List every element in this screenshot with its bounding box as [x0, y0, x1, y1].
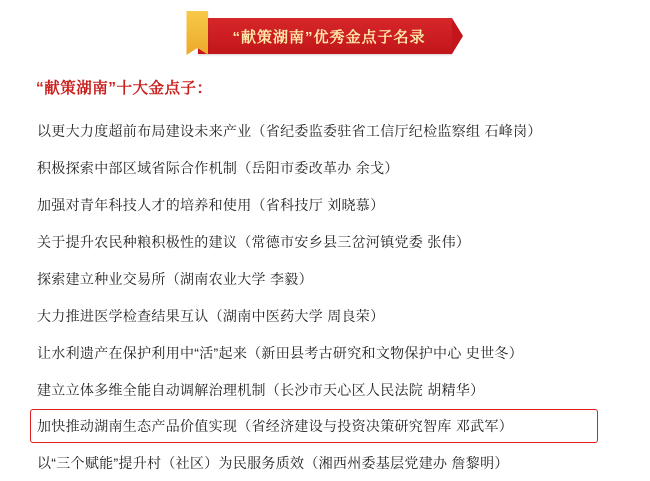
idea-list — [36, 112, 626, 481]
section-heading: “献策湖南”十大金点子： — [36, 80, 213, 97]
title-banner — [198, 18, 451, 54]
list-item: 加强对青年科技人才的培养和使用（省科技厅 刘晓慕） — [37, 196, 385, 213]
ribbon-bookmark-icon — [186, 11, 208, 55]
list-item: 以更大力度超前布局建设未来产业（省纪委监委驻省工信厅纪检监察组 石峰岗） — [37, 122, 542, 139]
list-item: 以“三个赋能”提升村（社区）为民服务质效（湘西州委基层党建办 詹黎明） — [37, 454, 509, 471]
list-item-highlighted: 加快推动湖南生态产品价值实现（省经济建设与投资决策研究智库 邓武军） — [30, 409, 598, 443]
list-item: 让水利遗产在保护利用中“活”起来（新田县考古研究和文物保护中心 史世冬） — [37, 344, 524, 361]
content-area — [36, 76, 626, 481]
list-item: 积极探索中部区域省际合作机制（岳阳市委改革办 余戈） — [37, 159, 399, 176]
banner-container — [0, 18, 650, 54]
list-item: 关于提升农民种粮积极性的建议（常德市安乡县三岔河镇党委 张伟） — [37, 233, 471, 250]
list-item: 大力推进医学检查结果互认（湖南中医药大学 周良荣） — [37, 307, 385, 324]
banner-title: “献策湖南”优秀金点子名录 — [232, 28, 426, 46]
list-item: 建立立体多维全能自动调解治理机制（长沙市天心区人民法院 胡精华） — [37, 381, 485, 398]
list-item: 探索建立种业交易所（湖南农业大学 李毅） — [37, 270, 313, 287]
